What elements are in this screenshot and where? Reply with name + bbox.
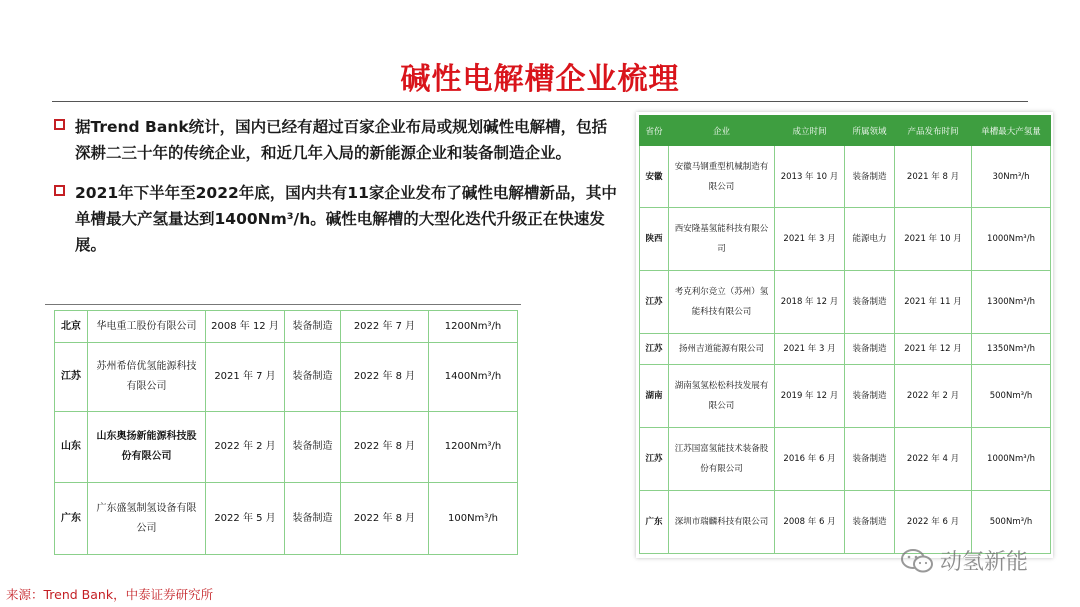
release-cell: 2022 年 7 月 [341, 311, 429, 343]
release-cell: 2022 年 6 月 [895, 491, 972, 554]
square-bullet-icon [54, 119, 65, 130]
watermark-text: 动氢新能 [940, 550, 1029, 575]
founded-cell: 2021 年 3 月 [775, 334, 845, 365]
company-cell: 安徽马钢重型机械制造有限公司 [669, 146, 775, 208]
source-note: 来源：Trend Bank，中泰证券研究所 [6, 587, 214, 602]
founded-cell: 2019 年 12 月 [775, 365, 845, 428]
field-cell: 装备制造 [285, 311, 341, 343]
table-row [55, 311, 518, 343]
province-cell: 山东 [55, 412, 88, 483]
capacity-cell: 1000Nm³/h [972, 208, 1051, 271]
company-cell: 扬州吉道能源有限公司 [669, 334, 775, 365]
column-header: 成立时间 [775, 116, 845, 146]
capacity-cell: 1350Nm³/h [972, 334, 1051, 365]
release-cell: 2022 年 8 月 [341, 412, 429, 483]
field-cell: 装备制造 [845, 334, 895, 365]
capacity-cell: 1000Nm³/h [972, 428, 1051, 491]
field-cell: 装备制造 [845, 491, 895, 554]
capacity-cell: 500Nm³/h [972, 491, 1051, 554]
company-cell: 湖南氢氢松松科技发展有限公司 [669, 365, 775, 428]
province-cell: 陕西 [640, 208, 669, 271]
table-row [55, 483, 518, 555]
province-cell: 广东 [640, 491, 669, 554]
table-row [55, 343, 518, 412]
table-row [640, 146, 1051, 208]
release-cell: 2021 年 11 月 [895, 271, 972, 334]
release-cell: 2022 年 8 月 [341, 343, 429, 412]
release-cell: 2021 年 10 月 [895, 208, 972, 271]
release-cell: 2022 年 8 月 [341, 483, 429, 555]
title-divider [52, 101, 1028, 102]
capacity-cell: 1300Nm³/h [972, 271, 1051, 334]
province-cell: 北京 [55, 311, 88, 343]
capacity-cell: 1200Nm³/h [429, 311, 518, 343]
watermark [900, 545, 1028, 576]
company-cell: 华电重工股份有限公司 [88, 311, 206, 343]
table-row [640, 365, 1051, 428]
table-row [640, 334, 1051, 365]
company-cell: 山东奥扬新能源科技股份有限公司 [88, 412, 206, 483]
release-cell: 2022 年 4 月 [895, 428, 972, 491]
company-cell: 苏州希倍优氢能源科技有限公司 [88, 343, 206, 412]
company-cell: 西安隆基氢能科技有限公司 [669, 208, 775, 271]
release-cell: 2022 年 2 月 [895, 365, 972, 428]
founded-cell: 2022 年 5 月 [206, 483, 285, 555]
province-cell: 江苏 [640, 271, 669, 334]
capacity-cell: 1200Nm³/h [429, 412, 518, 483]
table-header-row [640, 116, 1051, 146]
province-cell: 安徽 [640, 146, 669, 208]
field-cell: 装备制造 [845, 428, 895, 491]
founded-cell: 2018 年 12 月 [775, 271, 845, 334]
founded-cell: 2016 年 6 月 [775, 428, 845, 491]
table-row [640, 208, 1051, 271]
company-cell: 考克利尔竞立（苏州）氢能科技有限公司 [669, 271, 775, 334]
column-header: 省份 [640, 116, 669, 146]
left-enterprise-table [54, 310, 518, 555]
column-header: 企业 [669, 116, 775, 146]
company-cell: 江苏国富氢能技术装备股份有限公司 [669, 428, 775, 491]
square-bullet-icon [54, 185, 65, 196]
bullet-list [52, 114, 622, 272]
founded-cell: 2022 年 2 月 [206, 412, 285, 483]
province-cell: 江苏 [640, 428, 669, 491]
founded-cell: 2021 年 3 月 [775, 208, 845, 271]
capacity-cell: 1400Nm³/h [429, 343, 518, 412]
column-header: 所属领域 [845, 116, 895, 146]
field-cell: 装备制造 [285, 343, 341, 412]
field-cell: 装备制造 [845, 146, 895, 208]
table-row [640, 428, 1051, 491]
field-cell: 装备制造 [285, 483, 341, 555]
column-header: 产品发布时间 [895, 116, 972, 146]
bullet-text: 2021年下半年至2022年底，国内共有11家企业发布了碱性电解槽新品，其中单槽最大产氢量达到1400Nm³/h。碱性电解槽的大型化迭代升级正在快速发展。 [75, 184, 617, 254]
founded-cell: 2021 年 7 月 [206, 343, 285, 412]
release-cell: 2021 年 8 月 [895, 146, 972, 208]
field-cell: 装备制造 [845, 365, 895, 428]
release-cell: 2021 年 12 月 [895, 334, 972, 365]
province-cell: 江苏 [55, 343, 88, 412]
field-cell: 装备制造 [845, 271, 895, 334]
table-row [55, 412, 518, 483]
capacity-cell: 500Nm³/h [972, 365, 1051, 428]
left-table-divider [45, 304, 521, 305]
field-cell: 能源电力 [845, 208, 895, 271]
field-cell: 装备制造 [285, 412, 341, 483]
column-header: 单槽最大产氢量 [972, 116, 1051, 146]
wechat-icon [900, 547, 934, 575]
province-cell: 湖南 [640, 365, 669, 428]
capacity-cell: 100Nm³/h [429, 483, 518, 555]
table-row [640, 271, 1051, 334]
province-cell: 广东 [55, 483, 88, 555]
founded-cell: 2008 年 12 月 [206, 311, 285, 343]
bullet-text: 据Trend Bank统计，国内已经有超过百家企业布局或规划碱性电解槽，包括深耕二三十年的传统企业，和近几年入局的新能源企业和装备制造企业。 [75, 118, 608, 162]
province-cell: 江苏 [640, 334, 669, 365]
page-title: 碱性电解槽企业梳理 [400, 62, 680, 97]
right-enterprise-table [639, 115, 1051, 554]
company-cell: 广东盛氢制氢设备有限公司 [88, 483, 206, 555]
bullet-item [52, 180, 622, 258]
company-cell: 深圳市瑞麟科技有限公司 [669, 491, 775, 554]
founded-cell: 2013 年 10 月 [775, 146, 845, 208]
founded-cell: 2008 年 6 月 [775, 491, 845, 554]
bullet-item [52, 114, 622, 166]
capacity-cell: 30Nm³/h [972, 146, 1051, 208]
